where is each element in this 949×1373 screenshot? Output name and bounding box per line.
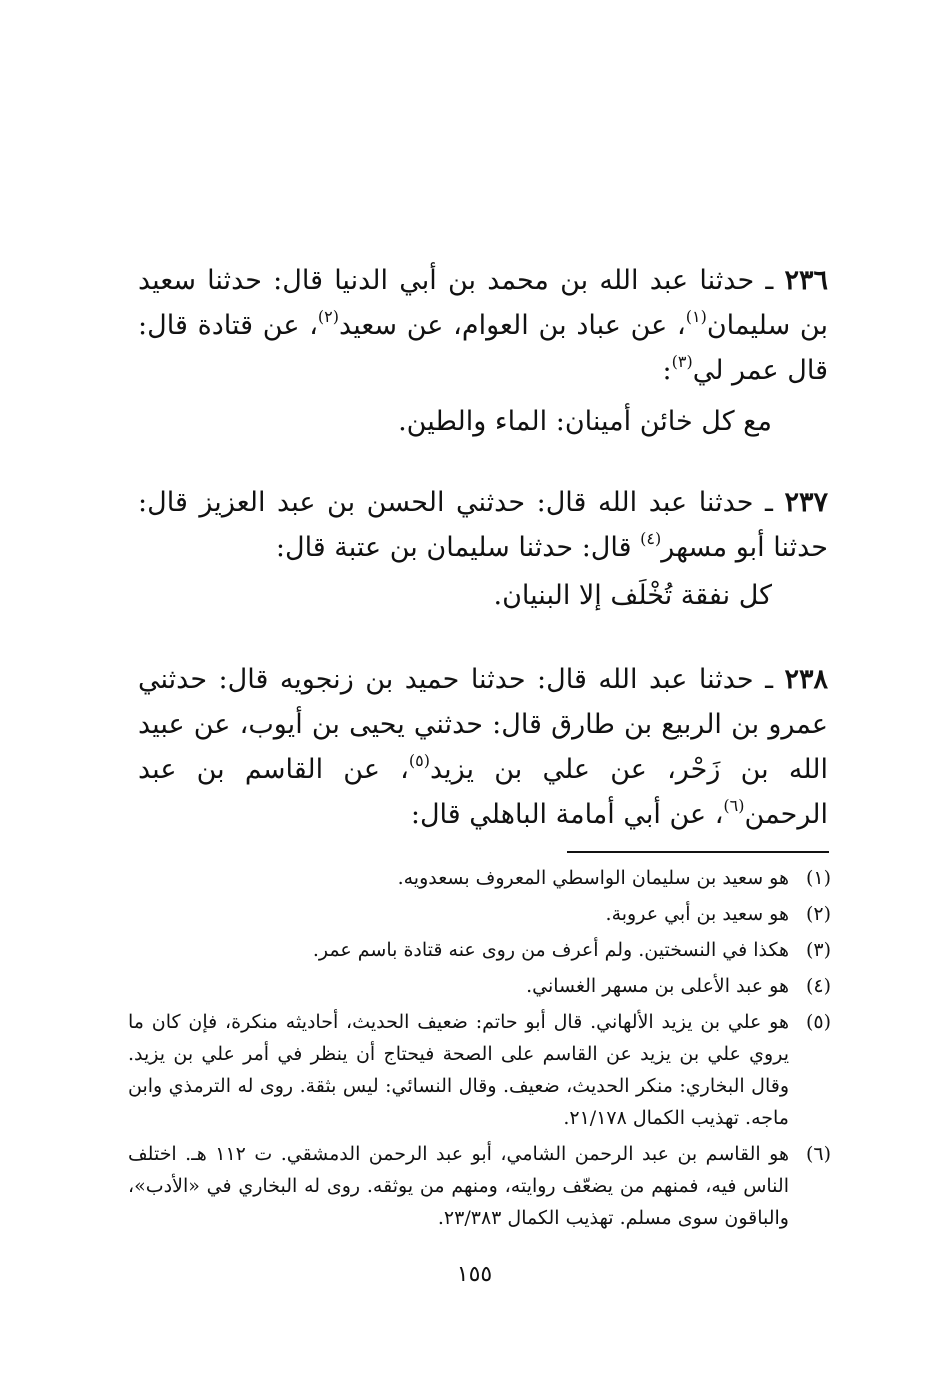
footnote-number: (٦) xyxy=(805,1143,831,1165)
footnote-number: (٢) xyxy=(805,903,831,925)
footnote-ref: (٢) xyxy=(317,307,340,326)
footnote-number: (٤) xyxy=(805,975,831,997)
page-number: ١٥٥ xyxy=(456,1262,493,1287)
footnote-ref: (٣) xyxy=(671,352,693,371)
footnote-separator xyxy=(567,851,829,853)
footnotes xyxy=(128,862,831,1238)
footnote-text: هو عبد الأعلى بن مسهر الغساني. xyxy=(526,975,789,997)
narration-text: ، عن أبي أمامة الباهلي قال: xyxy=(410,799,724,830)
footnote-4 xyxy=(128,970,831,1002)
entry-236-narration xyxy=(138,258,828,393)
footnote-number: (٥) xyxy=(805,1011,831,1033)
footnote-2 xyxy=(128,898,831,930)
footnote-text: هو سعيد بن أبي عروبة. xyxy=(605,903,789,925)
entry-237-narration xyxy=(138,480,828,570)
footnote-text: هو علي بن يزيد الألهاني. قال أبو حاتم: ضعيف الحديث، أحاديثه منكرة، فإن كان ما يروي علي بن يزيد عن القاسم على الصحة فيحتاج أن ينظر في أمر علي بن يزيد. وقال البخاري: منكر الحديث، ضعيف. وقال النسائي: ليس بثقة. روى له الترمذي وابن ماجه. تهذيب الكمال ٢١/١٧٨. xyxy=(128,1011,789,1129)
footnote-ref: (٤) xyxy=(640,529,662,548)
footnote-ref: (٥) xyxy=(408,751,430,770)
footnote-6 xyxy=(128,1138,831,1234)
narration-text: ، عن عباد بن العوام، عن سعيد xyxy=(339,310,686,341)
footnote-text: هكذا في النسختين. ولم أعرف من روى عنه قتادة باسم عمر. xyxy=(312,939,789,961)
footnote-ref: (١) xyxy=(685,307,707,326)
narration-text: ـ حدثنا عبد الله قال: حدثنا حميد بن زنجويه قال: حدثني عمرو بن الربيع بن طارق قال: حدثني يحيى بن أيوب، عن عبيد الله بن زَحْر، عن علي بن يزيد xyxy=(138,664,828,785)
narration-text: ، عن القاسم بن عبد الرحمن xyxy=(138,754,828,830)
footnote-3 xyxy=(128,934,831,966)
footnote-5 xyxy=(128,1006,831,1134)
footnote-text: هو سعيد بن سليمان الواسطي المعروف بسعدويه. xyxy=(397,867,789,889)
footnote-ref: (٦) xyxy=(723,796,745,815)
footnote-1 xyxy=(128,862,831,894)
footnote-number: (٣) xyxy=(805,939,831,961)
entry-238-narration xyxy=(138,657,828,837)
narration-text: : xyxy=(662,355,672,386)
narration-text: قال: حدثنا سليمان بن عتبة قال: xyxy=(275,532,641,563)
entry-number: ٢٣٦ xyxy=(784,265,828,296)
narration-text: ـ حدثنا عبد الله قال: حدثني الحسن بن عبد العزيز قال: حدثنا أبو مسهر xyxy=(138,487,828,563)
narration-text: ـ حدثنا عبد الله بن محمد بن أبي الدنيا قال: حدثنا سعيد بن سليمان xyxy=(138,265,828,341)
narration-text: ، عن قتادة قال: قال عمر لي xyxy=(138,310,828,386)
entry-number: ٢٣٧ xyxy=(784,487,828,518)
entry-number: ٢٣٨ xyxy=(784,664,828,695)
footnote-text: هو القاسم بن عبد الرحمن الشامي، أبو عبد الرحمن الدمشقي. ت ١١٢ هـ. اختلف الناس فيه، فمنهم من يضعّف روايته، ومنهم من يوثقه. روى له البخاري في «الأدب»، والباقون سوى مسلم. تهذيب الكمال ٢٣/٣٨٣. xyxy=(128,1143,789,1229)
footnote-number: (١) xyxy=(805,867,831,889)
entry-237-saying: كل نفقة تُخْلَف إلا البنيان. xyxy=(493,580,772,611)
entry-236-saying: مع كل خائن أمينان: الماء والطين. xyxy=(398,406,772,437)
